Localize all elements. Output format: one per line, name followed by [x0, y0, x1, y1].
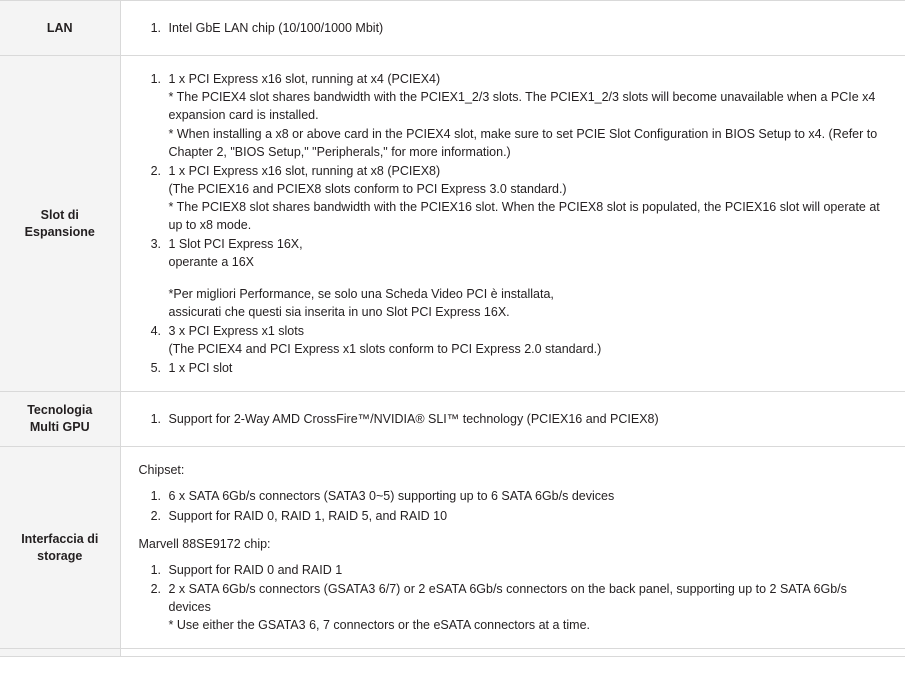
expansion-slots-spec-list: [139, 70, 892, 377]
list-item: [165, 19, 892, 37]
row-content-partial: [120, 649, 905, 657]
row-label-expansion-slots: [0, 56, 120, 392]
row-label-line-1: Slot di: [40, 207, 79, 222]
table-row-multi-gpu: [0, 392, 905, 447]
list-item-text: 2 x SATA 6Gb/s connectors (GSATA3 6/7) or 2 eSATA 6Gb/s connectors on the back panel, supporting up to 2 SATA 6Gb/s devices: [168, 581, 847, 614]
row-content-storage-interface: [120, 447, 905, 649]
list-item: [165, 410, 892, 428]
storage-group-heading-marvell: Marvell 88SE9172 chip:: [138, 536, 271, 551]
list-item-note: assicurati che questi sia inserita in uno Slot PCI Express 16X.: [168, 304, 510, 319]
spacer: [169, 272, 892, 285]
list-item-text: 1 Slot PCI Express 16X,: [168, 237, 303, 252]
storage-group-heading-chipset: Chipset:: [138, 463, 185, 478]
row-label-partial: [0, 649, 120, 657]
row-label-line-2: Espansione: [24, 224, 95, 239]
list-item-note: (The PCIEX16 and PCIEX8 slots conform to PCI Express 3.0 standard.): [168, 181, 567, 196]
list-item-note: * Use either the GSATA3 6, 7 connectors or the eSATA connectors at a time.: [168, 618, 591, 633]
row-content-lan: [120, 1, 905, 56]
list-item-text: Support for RAID 0 and RAID 1: [168, 562, 343, 577]
list-item: [165, 487, 892, 505]
row-label-line-1: Tecnologia: [27, 403, 93, 418]
list-item-text: Support for 2-Way AMD CrossFire™/NVIDIA® SLI™ technology (PCIEX16 and PCIEX8): [168, 412, 659, 427]
table-row-storage-interface: [0, 447, 905, 649]
list-item-text: Support for RAID 0, RAID 1, RAID 5, and RAID 10: [168, 508, 448, 523]
list-item: [165, 507, 892, 525]
list-item-note: * The PCIEX4 slot shares bandwidth with the PCIEX1_2/3 slots. The PCIEX1_2/3 slots will become unavailable when a PCIe x4 expansion card is installed.: [168, 90, 876, 123]
row-label-line-2: Multi GPU: [29, 420, 90, 435]
multi-gpu-spec-list: [139, 410, 892, 428]
table-row-partial-next: [0, 649, 905, 657]
list-item-note: operante a 16X: [168, 255, 254, 270]
list-item: [165, 70, 892, 161]
table-row-lan: [0, 1, 905, 56]
row-label-multi-gpu: [0, 392, 120, 447]
list-item: [165, 235, 892, 321]
list-item: [165, 561, 892, 579]
row-content-multi-gpu: [120, 392, 905, 447]
row-label-line-1: Interfaccia di: [21, 531, 99, 546]
list-item-note: *Per migliori Performance, se solo una Scheda Video PCI è installata,: [168, 286, 554, 301]
list-item-note: * The PCIEX8 slot shares bandwidth with the PCIEX16 slot. When the PCIEX8 slot is populated, the PCIEX16 slot will operate at up to x8 mode.: [168, 200, 880, 233]
list-item: [165, 359, 892, 377]
list-item-text: 1 x PCI Express x16 slot, running at x8 (PCIEX8): [168, 163, 441, 178]
specifications-table-body: [0, 1, 905, 657]
list-item-text: Intel GbE LAN chip (10/100/1000 Mbit): [168, 21, 384, 35]
lan-spec-list: [139, 19, 892, 37]
list-item-text: 1 x PCI slot: [168, 361, 233, 375]
row-label-storage-interface: [0, 447, 120, 649]
list-item: [165, 580, 892, 634]
row-content-expansion-slots: [120, 56, 905, 392]
storage-chipset-spec-list: [139, 487, 892, 524]
row-label-line-2: storage: [37, 548, 83, 563]
list-item-text: 3 x PCI Express x1 slots: [168, 323, 304, 338]
list-item-text: 1 x PCI Express x16 slot, running at x4 (PCIEX4): [168, 72, 441, 87]
list-item-note: (The PCIEX4 and PCI Express x1 slots conform to PCI Express 2.0 standard.): [168, 341, 602, 356]
list-item: [165, 162, 892, 235]
table-row-expansion-slots: [0, 56, 905, 392]
storage-marvell-spec-list: [139, 561, 892, 635]
list-item-note: * When installing a x8 or above card in the PCIEX4 slot, make sure to set PCIE Slot Configuration in BIOS Setup to x4. (Refer to Chapter 2, "BIOS Setup," "Peripherals," for more information.): [168, 126, 878, 159]
row-label-lan: LAN: [0, 1, 120, 56]
list-item: [165, 322, 892, 358]
list-item-text: 6 x SATA 6Gb/s connectors (SATA3 0~5) supporting up to 6 SATA 6Gb/s devices: [168, 489, 615, 504]
